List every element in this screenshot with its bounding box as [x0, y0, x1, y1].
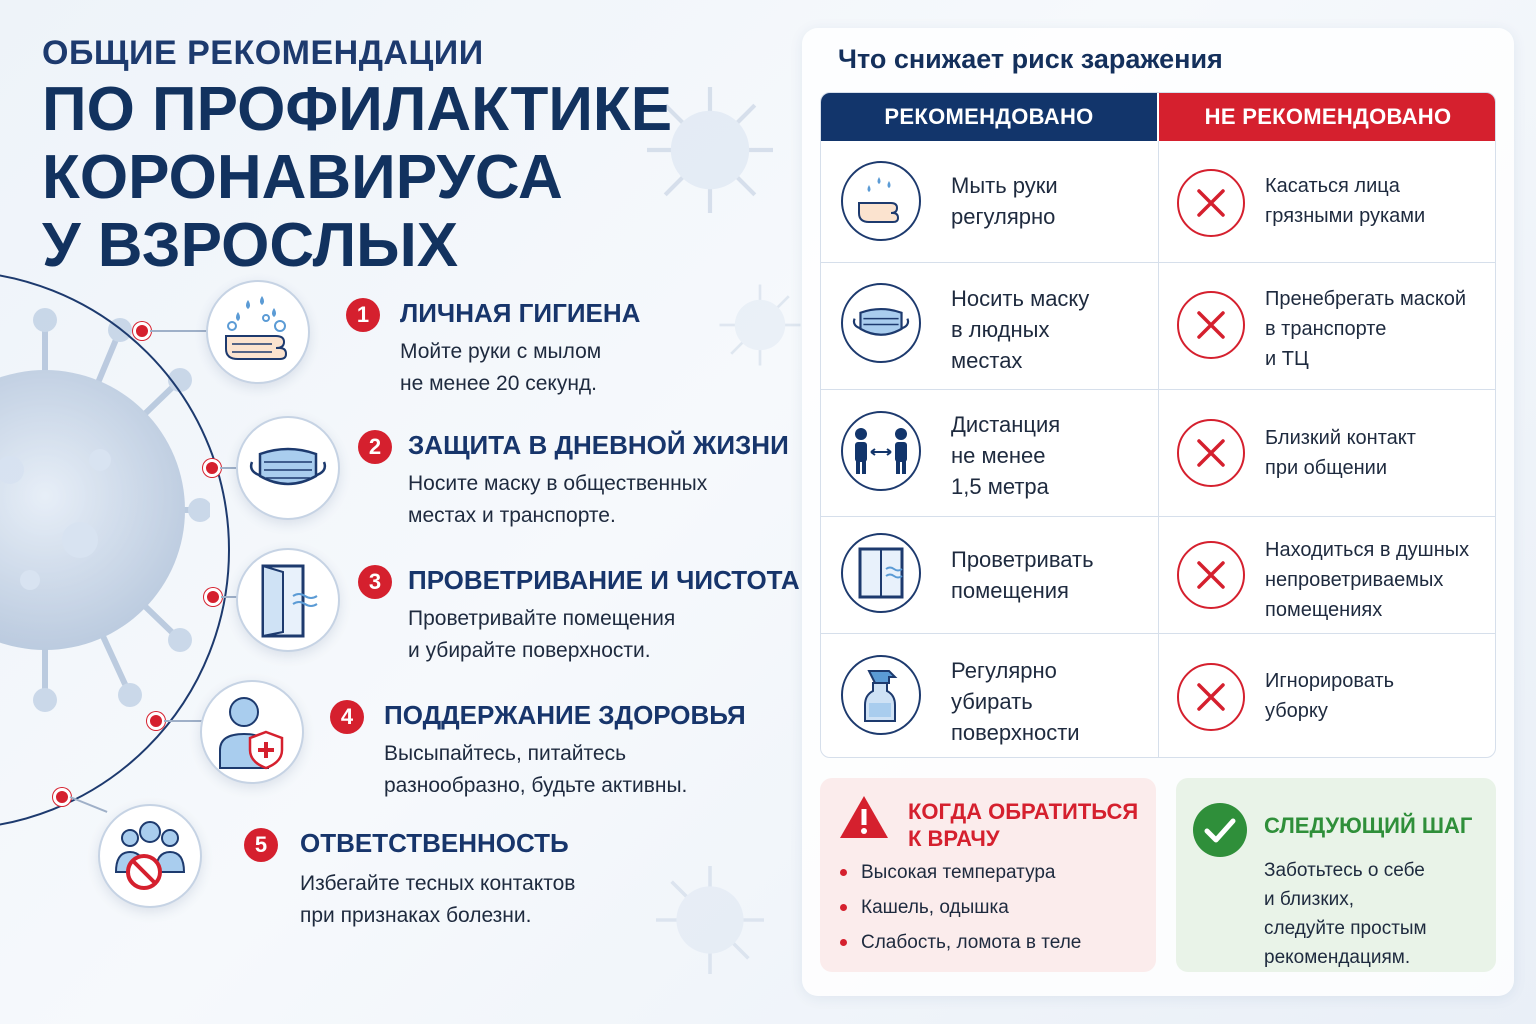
hand-wash-icon [206, 280, 310, 384]
step-desc-line: Носите маску в общественных [408, 472, 708, 495]
row-divider [821, 389, 1496, 390]
step-title: ЗАЩИТА В ДНЕВНОЙ ЖИЗНИ [408, 430, 789, 460]
arc-dot [133, 322, 151, 340]
title-subtitle: ОБЩИЕ РЕКОМЕНДАЦИИ [42, 34, 484, 72]
page-title [42, 34, 682, 280]
doctor-box-title [908, 798, 1138, 852]
risk-table [820, 92, 1496, 758]
step-desc-line: Мойте руки с мылом [400, 340, 602, 363]
social-distance-icon [841, 411, 921, 491]
row-divider [821, 516, 1496, 517]
doctor-box-title-line: К ВРАЧУ [908, 826, 1000, 851]
next-step-title: СЛЕДУЮЩИЙ ШАГ [1264, 813, 1473, 838]
symptom-item: Высокая температура [840, 862, 1056, 884]
step-desc [384, 738, 687, 802]
step-number: 2 [358, 430, 392, 464]
cross-icon [1177, 291, 1245, 359]
step-number: 3 [358, 565, 392, 599]
not-recommended-text: Игнорировать уборку [1265, 670, 1395, 722]
step-title: ОТВЕТСТВЕННОСТЬ [300, 828, 569, 858]
step-number: 5 [244, 828, 278, 862]
arc-dot [203, 459, 221, 477]
connector-line [164, 720, 202, 722]
spray-bottle-icon [841, 655, 921, 735]
step-desc-line: местах и транспорте. [408, 504, 616, 527]
risk-panel-title: Что снижает риск заражения [838, 44, 1223, 74]
symptom-item: Кашель, одышка [840, 897, 1009, 919]
step-title: ЛИЧНАЯ ГИГИЕНА [400, 298, 641, 328]
face-mask-icon [236, 416, 340, 520]
step-desc [408, 468, 707, 532]
arc-dot [147, 712, 165, 730]
next-step-box [1176, 778, 1496, 972]
arc-dot [53, 788, 71, 806]
background-virus-icon [715, 280, 805, 370]
warning-icon [838, 794, 890, 840]
step-desc-line: при признаках болезни. [300, 904, 532, 927]
title-line-1: ПО ПРОФИЛАКТИКЕ [42, 75, 673, 144]
header-not-recommended: НЕ РЕКОМЕНДОВАНО [1159, 93, 1496, 141]
next-step-text: Заботьтесь о себе и близких, следуйте простым рекомендациям. [1264, 860, 1427, 968]
recommended-text: Носить маску в людных местах [951, 286, 1090, 373]
not-recommended-text: Близкий контакт при общении [1265, 427, 1416, 479]
recommended-text: Регулярно убирать поверхности [951, 658, 1080, 745]
recommended-text: Мыть руки регулярно [951, 173, 1058, 229]
recommended-text: Проветривать помещения [951, 547, 1094, 603]
cross-icon [1177, 419, 1245, 487]
recommended-text: Дистанция не менее 1,5 метра [951, 412, 1061, 499]
step-desc-line: не менее 20 секунд. [400, 372, 597, 395]
step-desc [400, 336, 601, 400]
connector-line [150, 330, 208, 332]
arc-dot [204, 588, 222, 606]
column-divider [1158, 141, 1159, 758]
check-icon [1192, 802, 1248, 858]
connector-line [70, 796, 108, 813]
cross-icon [1177, 169, 1245, 237]
cross-icon [1177, 541, 1245, 609]
not-recommended-text: Пренебрегать маской в транспорте и ТЦ [1265, 288, 1467, 370]
row-divider [821, 262, 1496, 263]
step-desc-line: Избегайте тесных контактов [300, 872, 576, 895]
doctor-box [820, 778, 1156, 972]
step-desc-line: Высыпайтесь, питайтесь [384, 742, 627, 765]
step-desc [408, 603, 675, 667]
step-title: ПОДДЕРЖАНИЕ ЗДОРОВЬЯ [384, 700, 746, 730]
cross-icon [1177, 663, 1245, 731]
window-icon [841, 533, 921, 613]
symptom-item: Слабость, ломота в теле [840, 932, 1081, 954]
header-recommended: РЕКОМЕНДОВАНО [821, 93, 1157, 141]
step-desc-line: разнообразно, будьте активны. [384, 774, 688, 797]
open-door-icon [236, 548, 340, 652]
step-title: ПРОВЕТРИВАНИЕ И ЧИСТОТА [408, 565, 800, 595]
step-number: 4 [330, 700, 364, 734]
step-desc-line: и убирайте поверхности. [408, 639, 651, 662]
health-shield-person-icon [200, 680, 304, 784]
title-line-3: У ВЗРОСЛЫХ [42, 211, 459, 280]
hand-wash-icon [841, 161, 921, 241]
step-desc [300, 868, 575, 932]
title-line-2: КОРОНАВИРУСА [42, 143, 563, 212]
not-recommended-text: Касаться лица грязными руками [1265, 175, 1426, 227]
not-recommended-text: Находиться в душных непроветриваемых помещениях [1265, 539, 1470, 621]
step-desc-line: Проветривайте помещения [408, 607, 676, 630]
background-virus-icon [650, 860, 770, 980]
no-crowd-icon [98, 804, 202, 908]
step-number: 1 [346, 298, 380, 332]
row-divider [821, 633, 1496, 634]
face-mask-icon [841, 283, 921, 363]
doctor-box-title-line: КОГДА ОБРАТИТЬСЯ [908, 799, 1139, 824]
